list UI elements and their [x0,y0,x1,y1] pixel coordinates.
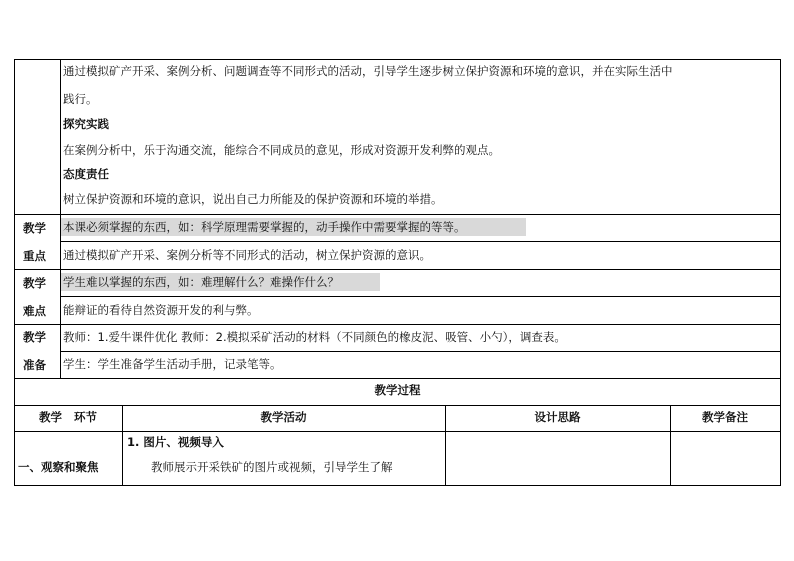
table-border [14,378,781,379]
activity-heading: 1. 图片、视频导入 [127,435,224,449]
process-title: 教学过程 [374,383,421,397]
preparation-row-1: 教师：1.爱牛课件优化 教师：2.模拟采矿活动的材料（不同颜色的橡皮泥、吸管、小勺），调查表。 [63,330,566,344]
heading-attitude: 态度责任 [63,167,109,181]
key-points-label-1: 教学 [23,221,46,235]
key-points-row-1: 本课必须掌握的东西，如：科学原理需要掌握的，动手操作中需要掌握的等等。 [63,220,466,234]
table-border [14,269,781,270]
table-border [14,431,781,432]
table-border [60,59,61,379]
col-design-header: 设计思路 [534,410,581,424]
preparation-row-2: 学生：学生准备学生活动手册，记录笔等。 [63,357,282,371]
lesson-plan-table [14,59,781,486]
col-activity-header: 教学活动 [260,410,307,424]
heading-practice: 探究实践 [63,117,109,131]
preparation-label-2: 准备 [23,358,46,372]
difficulties-row-2: 能辩证的看待自然资源开发的利与弊。 [63,303,259,317]
table-border [60,351,781,352]
practice-text: 在案例分析中，乐于沟通交流，能综合不同成员的意见，形成对资源开发利弊的观点。 [63,143,500,157]
col-notes-header: 教学备注 [702,410,748,424]
stage-1-label: 一、观察和聚焦 [18,460,99,474]
key-points-label-2: 重点 [23,249,46,263]
table-border [14,324,781,325]
objectives-line-1: 通过模拟矿产开采、案例分析、问题调查等不同形式的活动，引导学生逐步树立保护资源和环境的意识，并在实际生活中 [63,64,673,78]
table-border [780,59,781,486]
attitude-text: 树立保护资源和环境的意识，说出自己力所能及的保护资源和环境的举措。 [63,192,443,206]
preparation-label-1: 教学 [23,330,46,344]
table-border [14,214,781,215]
activity-text: 教师展示开采铁矿的图片或视频，引导学生了解 [151,460,393,474]
difficulties-label-1: 教学 [23,276,46,290]
table-border [14,59,781,60]
col-stage-header: 教学 环节 [38,410,97,424]
table-border [60,296,781,297]
objectives-line-2: 践行。 [63,92,98,106]
key-points-row-2: 通过模拟矿产开采、案例分析等不同形式的活动，树立保护资源的意识。 [63,248,431,262]
difficulties-label-2: 难点 [23,304,46,318]
table-border [60,241,781,242]
table-border [14,485,781,486]
table-border [14,405,781,406]
difficulties-row-1: 学生难以掌握的东西，如：难理解什么？难操作什么？ [63,275,339,289]
